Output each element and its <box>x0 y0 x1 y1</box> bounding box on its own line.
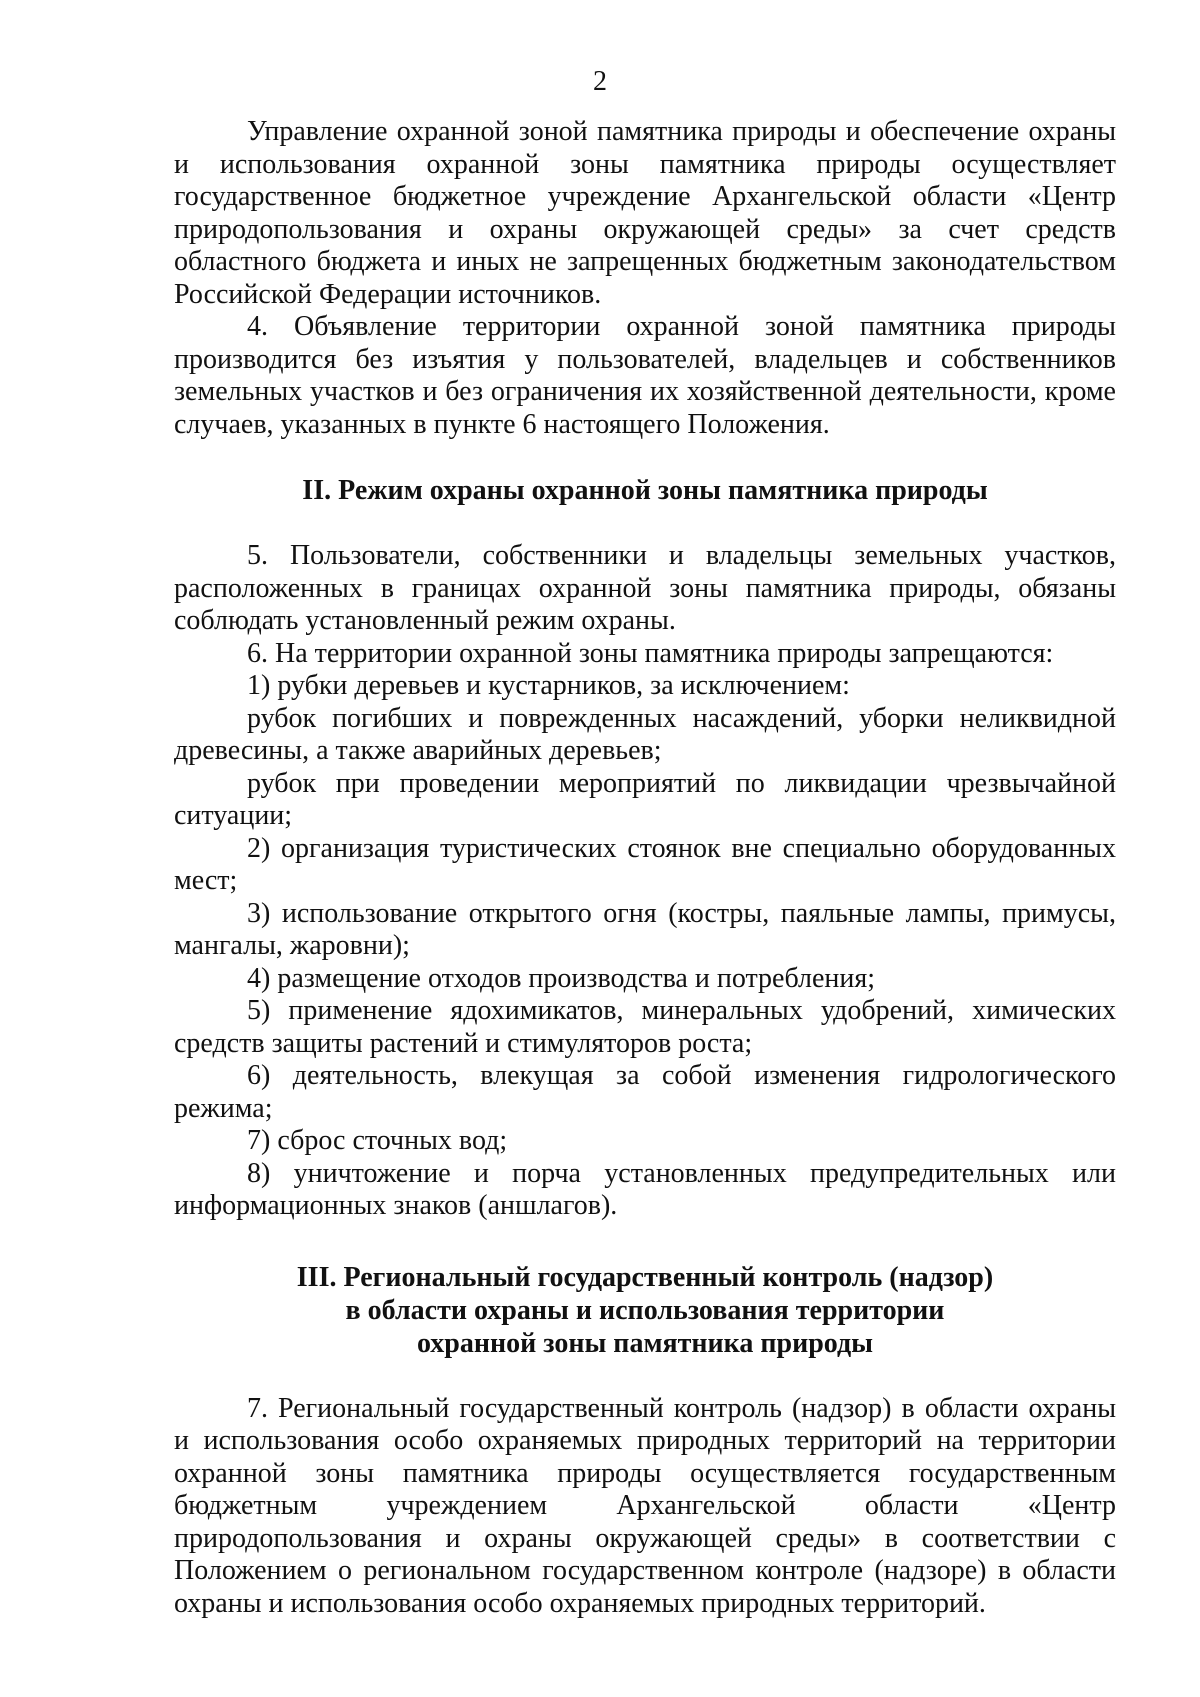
section-2-item-8: 8) уничтожение и порча установленных предупредительных или информационных знаков (аншлагов). <box>174 1157 1116 1221</box>
section-3-heading <box>174 1261 1116 1360</box>
section-3-heading-line-2: в области охраны и использования территории <box>345 1294 945 1326</box>
section-2-item-1-sub-a: рубок погибших и поврежденных насаждений, уборки неликвидной древесины, а также аварийных деревьев; <box>174 702 1116 766</box>
section-3-heading-line-1: III. Региональный государственный контроль (надзор) <box>296 1261 994 1293</box>
section-2-paragraph-6: 6. На территории охранной зоны памятника природы запрещаются: <box>247 637 1054 669</box>
section-2-item-4: 4) размещение отходов производства и потребления; <box>247 962 876 994</box>
section-2-paragraph-5: 5. Пользователи, собственники и владельцы земельных участков, расположенных в границах охранной зоны памятника природы, обязаны соблюдать установленный режим охраны. <box>174 540 1116 636</box>
section-3-paragraph-7: 7. Региональный государственный контроль (надзор) в области охраны и использования особо охраняемых природных территорий на территории охранной зоны памятника природы осуществляется государственным бюджетным учреждением Архангельской области «Центр природопользования и охраны окружающей среды» в соответствии с Положением о региональном государственном контроле (надзоре) в области охраны и использования особо охраняемых природных территорий. <box>174 1392 1116 1619</box>
section-2-item-2: 2) организация туристических стоянок вне специально оборудованных мест; <box>174 832 1116 896</box>
section-2-item-5: 5) применение ядохимикатов, минеральных удобрений, химических средств защиты растений и стимуляторов роста; <box>174 995 1116 1059</box>
section-2-item-3: 3) использование открытого огня (костры, паяльные лампы, примусы, мангалы, жаровни); <box>174 897 1116 961</box>
intro-paragraph-management: Управление охранной зоной памятника природы и обеспечение охраны и использования охранной зоны памятника природы осуществляет государственное бюджетное учреждение Архангельской области «Центр природопользования и охраны окружающей среды» за счет средств областного бюджета и иных не запрещенных бюджетным законодательством Российской Федерации источников. <box>174 116 1116 310</box>
section-3-heading-line-3: охранной зоны памятника природы <box>416 1327 874 1359</box>
page-number: 2 <box>593 66 607 97</box>
document-body <box>174 116 1116 1620</box>
intro-paragraph-4: 4. Объявление территории охранной зоной памятника природы производится без изъятия у пользователей, владельцев и собственников земельных участков и без ограничения их хозяйственной деятельности, кроме случаев, указанных в пункте 6 настоящего Положения. <box>174 311 1116 440</box>
section-2-item-1-sub-b: рубок при проведении мероприятий по ликвидации чрезвычайной ситуации; <box>174 767 1116 831</box>
section-2-item-7: 7) сброс сточных вод; <box>247 1125 508 1156</box>
section-2-heading: II. Режим охраны охранной зоны памятника природы <box>302 475 988 506</box>
section-2-item-1: 1) рубки деревьев и кустарников, за исключением: <box>247 670 850 701</box>
section-2-item-6: 6) деятельность, влекущая за собой изменения гидрологического режима; <box>174 1060 1116 1124</box>
